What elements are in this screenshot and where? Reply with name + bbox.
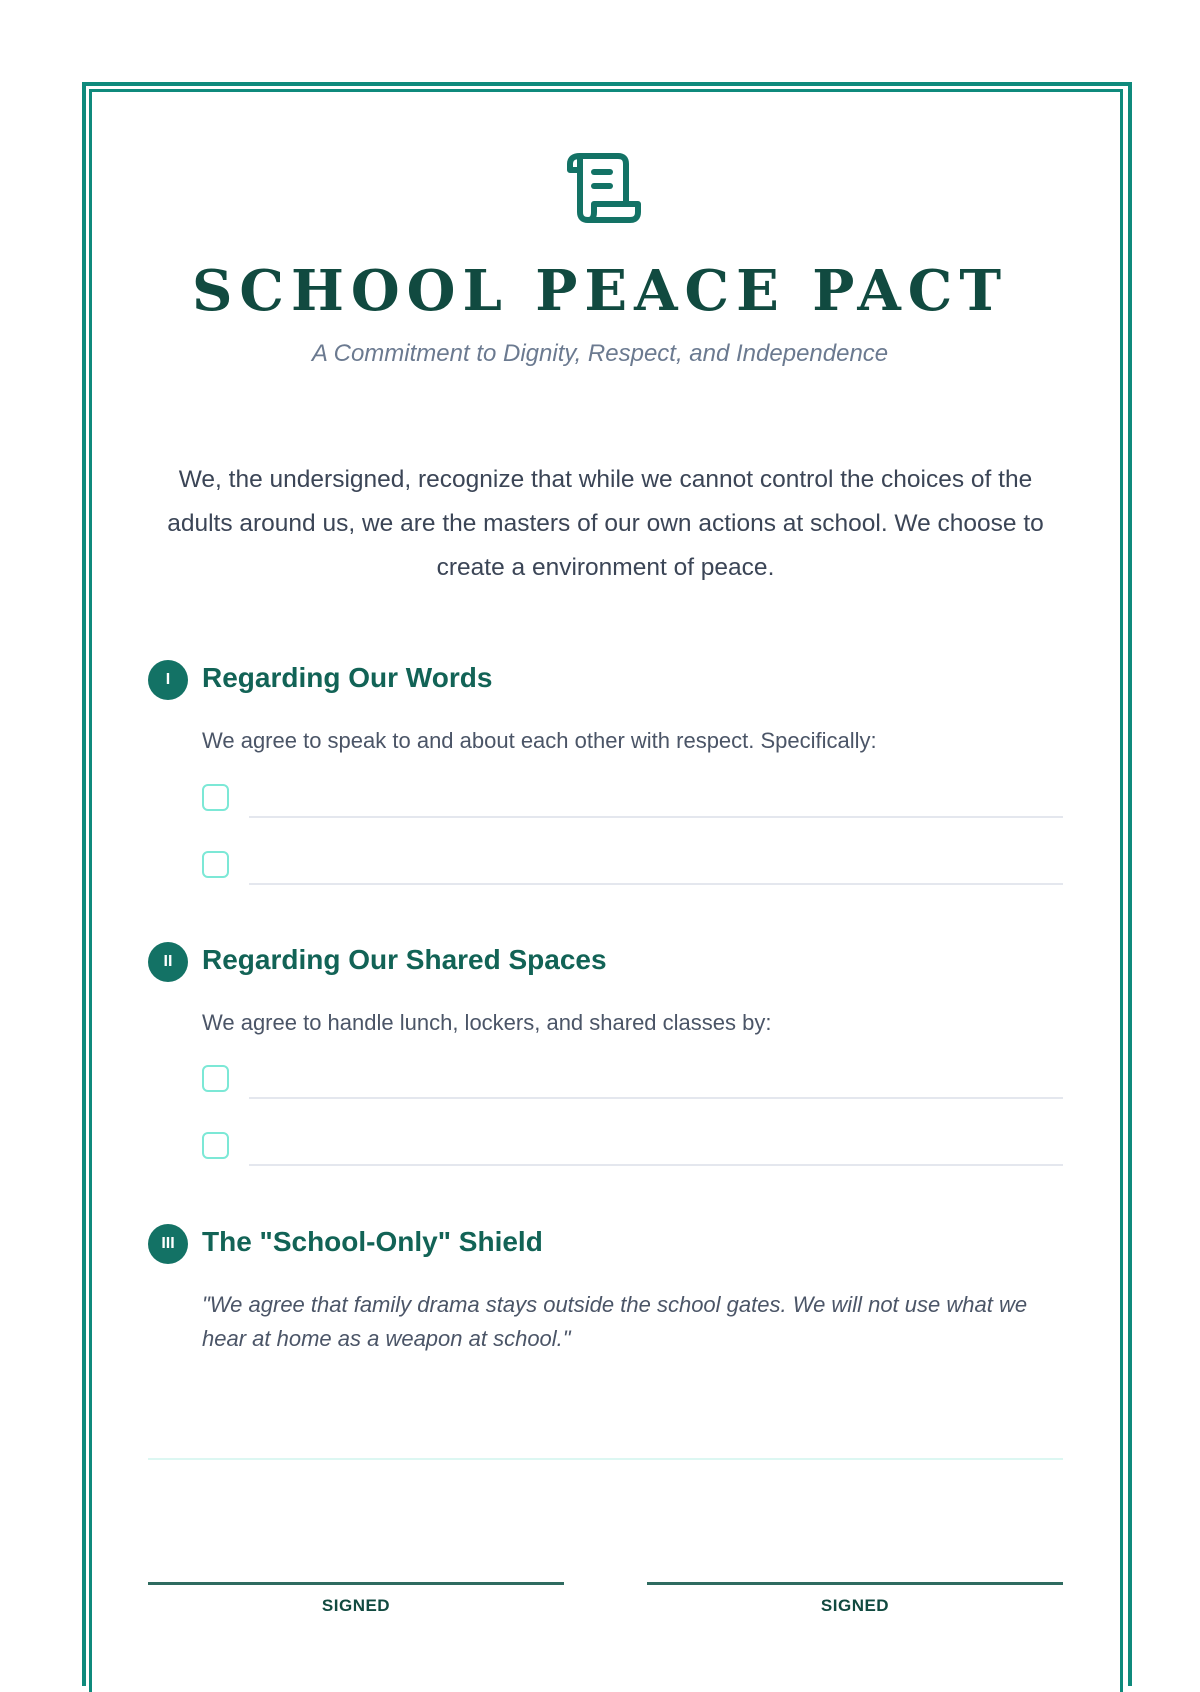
checkbox[interactable] [202, 851, 229, 878]
section-heading: The "School-Only" Shield [202, 1226, 543, 1257]
section-badge: I [148, 660, 188, 700]
page-title: SCHOOL PEACE PACT [191, 258, 1009, 324]
signature-line[interactable] [148, 1582, 564, 1585]
signature-label: SIGNED [820, 1596, 890, 1615]
section-quote: "We agree that family drama stays outside the school gates. We will not use what we hear at home as a weapon at school." [202, 1292, 1028, 1351]
signature-line[interactable] [647, 1582, 1063, 1585]
fill-in-line[interactable] [249, 1097, 1063, 1099]
checkbox[interactable] [202, 1065, 229, 1092]
section-heading: Regarding Our Words [202, 662, 493, 693]
intro-paragraph: We, the undersigned, recognize that while we cannot control the choices of the adults around us, we are the masters of our own actions at school. We choose to create a environment of peace. [167, 466, 1044, 581]
fill-in-line[interactable] [249, 883, 1063, 885]
fill-in-line[interactable] [249, 816, 1063, 818]
fill-in-line[interactable] [249, 1164, 1063, 1166]
checkbox[interactable] [202, 1132, 229, 1159]
section-badge: II [148, 942, 188, 982]
section-heading: Regarding Our Shared Spaces [202, 944, 607, 975]
section-description: We agree to handle lunch, lockers, and shared classes by: [202, 1010, 772, 1035]
section-description: We agree to speak to and about each other with respect. Specifically: [202, 728, 877, 753]
divider [148, 1458, 1063, 1460]
checkbox[interactable] [202, 784, 229, 811]
scroll-icon [566, 152, 642, 224]
signature-label: SIGNED [321, 1596, 391, 1615]
inner-border [89, 89, 1123, 1692]
page-subtitle: A Commitment to Dignity, Respect, and Independence [311, 340, 889, 367]
section-badge: III [148, 1224, 188, 1264]
